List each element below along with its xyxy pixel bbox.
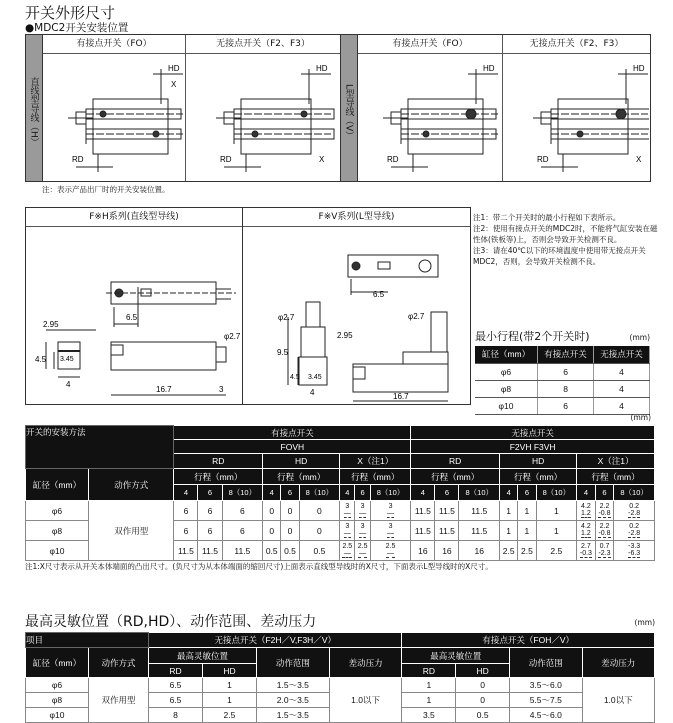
- x-straight: -3.3: [628, 543, 641, 550]
- table-cell: 1: [402, 693, 456, 708]
- table-cell: 2.5: [202, 708, 256, 723]
- x-dimension-cell: [340, 501, 355, 521]
- table-cell: 差动压力: [329, 648, 402, 678]
- table-cell: 6.5: [149, 693, 203, 708]
- x-straight: 2.2: [599, 503, 610, 510]
- table-cell: 动作范围: [256, 648, 329, 678]
- table-cell: 11.5: [174, 541, 198, 561]
- table-cell: φ6: [475, 363, 538, 380]
- table-cell: 3.5: [402, 708, 456, 723]
- table-cell: 8: [538, 380, 594, 397]
- table-cell: F2VH F3VH: [411, 440, 655, 454]
- x-dimension-cell: [614, 521, 655, 541]
- x-l-type: —: [387, 550, 395, 557]
- col-header: 无接点开关: [594, 346, 650, 363]
- table-cell: 11.5: [222, 541, 263, 561]
- x-dimension-cell: [614, 501, 655, 521]
- x-fraction: [387, 523, 394, 538]
- cylinder-drawing: [186, 54, 340, 180]
- table-cell: 8（10）: [222, 485, 263, 501]
- table-cell: 1: [518, 501, 536, 521]
- dim-label-hd: HD: [633, 64, 645, 73]
- table-cell: 1: [536, 501, 577, 521]
- table-cell: 最高灵敏位置: [402, 648, 510, 664]
- table-cell: 8: [149, 708, 203, 723]
- table-cell: 6: [198, 501, 222, 521]
- x-straight: 0.2: [629, 503, 639, 510]
- table-cell: 2.0～3.5: [256, 693, 329, 708]
- x-dimension-cell: [577, 541, 596, 561]
- table-cell: 0: [281, 521, 299, 541]
- x-dimension-cell: [577, 521, 596, 541]
- x-l-type: -0.3: [579, 550, 592, 557]
- table-cell: 差动压力: [582, 648, 655, 678]
- x-straight: 3: [345, 503, 350, 510]
- x-fraction: [581, 523, 591, 538]
- series-header: F※H系列(直线型导线): [26, 208, 242, 227]
- dim-label: 3.45: [308, 374, 322, 381]
- x-fraction: [359, 523, 366, 538]
- table-cell: 1: [202, 693, 256, 708]
- note-1: 注1：带二个开关时的最小行程如下表所示。: [473, 213, 621, 222]
- table-row: [26, 501, 655, 521]
- dim-label-rd: RD: [387, 155, 399, 164]
- table-row: [475, 363, 650, 380]
- x-straight: 3: [360, 503, 365, 510]
- mounting-position-table: [25, 425, 655, 561]
- diagram-v-fo: [358, 35, 503, 181]
- x-straight: 3: [388, 523, 393, 530]
- x-fraction: [628, 523, 640, 538]
- group-header: 有接点开关（FOH／V）: [402, 633, 655, 648]
- mount-note: 注1:X尺寸表示从开关本体端面的凸出尺寸。(负尺寸为从本体端面的缩回尺寸)上面表示直线型导线时的X尺寸，下面表示L型导线时的X尺寸。: [25, 562, 493, 571]
- table-cell: 0.5: [281, 541, 299, 561]
- unit-label: (mm): [630, 413, 651, 422]
- table-cell: 6.5: [149, 678, 203, 693]
- table-cell: 16: [411, 541, 435, 561]
- diagram-v-f23: [503, 35, 650, 181]
- table-cell: 4.5～6.0: [510, 708, 582, 723]
- x-straight: 3: [360, 523, 365, 530]
- x-straight: 3: [345, 523, 350, 530]
- x-straight: 4.2: [581, 523, 591, 530]
- dim-label: 2.95: [43, 320, 59, 329]
- table-cell: 0.5: [456, 708, 510, 723]
- diagram-h-f23: [186, 35, 341, 181]
- install-position-panel: [25, 34, 651, 182]
- dim-label: 3: [219, 385, 224, 394]
- table-row: [26, 426, 655, 440]
- table-cell: φ6: [26, 501, 89, 521]
- dim-label: 4: [66, 380, 71, 389]
- x-dimension-cell: [340, 541, 355, 561]
- table-cell: 6: [198, 521, 222, 541]
- x-straight: 3: [388, 503, 393, 510]
- table-cell: 行程（mm）: [340, 469, 411, 485]
- diagram-header: 无接点开关（F2、F3）: [503, 35, 650, 54]
- x-straight: 2.5: [342, 543, 353, 550]
- table-cell: 1: [402, 678, 456, 693]
- x-fraction: [342, 543, 352, 558]
- diagram-header: 无接点开关（F2、F3）: [186, 35, 340, 54]
- table-cell: 6: [355, 485, 370, 501]
- x-dimension-cell: [595, 501, 614, 521]
- note-3: 注3：请在40℃以下的环境温度中使用带无接点开关MDC2，否则，会导致开关检测不良。: [473, 246, 646, 266]
- dim-label-rd: RD: [72, 155, 84, 164]
- table-cell: 1: [536, 521, 577, 541]
- dim-label-hd: HD: [316, 64, 328, 73]
- x-l-type: —: [359, 510, 367, 517]
- cylinder-drawing: [43, 54, 185, 180]
- table-cell: 0: [456, 693, 510, 708]
- dim-label: 3.45: [60, 356, 74, 363]
- table-cell: 4: [594, 380, 650, 397]
- table-cell: 0: [281, 501, 299, 521]
- table-cell: 6: [595, 485, 614, 501]
- table-cell: 行程（mm）: [263, 469, 340, 485]
- table-cell: φ10: [26, 541, 89, 561]
- table-row: [475, 380, 650, 397]
- page-title: 开关外形尺寸: [25, 4, 116, 22]
- x-l-type: —: [359, 530, 367, 537]
- table-cell: 2.5: [500, 541, 518, 561]
- table-cell: 8（10）: [459, 485, 500, 501]
- table-cell: 1.5～3.5: [256, 708, 329, 723]
- table-cell: 缸径（mm）: [26, 469, 89, 501]
- table-cell: 0: [263, 501, 281, 521]
- table-cell: 行程（mm）: [411, 469, 500, 485]
- x-straight: 2.2: [599, 523, 610, 530]
- table-cell: 11.5: [411, 501, 435, 521]
- table-cell: FOVH: [174, 440, 411, 454]
- series-h: [26, 208, 243, 404]
- x-fraction: [628, 543, 640, 558]
- table-cell: 4: [411, 485, 435, 501]
- series-header: F※V系列(L型导线): [243, 208, 470, 227]
- x-fraction: [598, 503, 610, 518]
- install-note: 注：表示产品出厂时的开关安装位置。: [42, 185, 170, 194]
- table-cell: HD: [202, 664, 256, 678]
- group-header: 无接点开关: [411, 426, 655, 440]
- x-dimension-cell: [595, 521, 614, 541]
- x-dimension-cell: [355, 501, 370, 521]
- table-cell: 6: [435, 485, 459, 501]
- table-row: [26, 633, 655, 648]
- table-cell: X（注1）: [577, 454, 655, 469]
- table-cell: 2.5: [518, 541, 536, 561]
- x-fraction: [386, 543, 396, 558]
- x-straight: 2.5: [357, 543, 368, 550]
- min-stroke-table: [475, 346, 650, 415]
- table-cell: 11.5: [411, 521, 435, 541]
- table-cell: 6: [222, 501, 263, 521]
- x-l-type: -2.8: [628, 510, 641, 517]
- side-label-v: L型导线（V）: [341, 35, 358, 181]
- table-cell: 6: [174, 501, 198, 521]
- table-cell: 0: [456, 678, 510, 693]
- dim-label-x: X: [171, 80, 177, 89]
- dim-label-x: X: [319, 155, 325, 164]
- dim-label: φ2.7: [408, 312, 425, 321]
- table-cell: 4: [263, 485, 281, 501]
- x-fraction: [598, 523, 610, 538]
- table-cell: 11.5: [435, 521, 459, 541]
- sensitivity-table: [25, 632, 655, 723]
- x-fraction: [359, 503, 366, 518]
- unit-label: (mm): [629, 333, 650, 342]
- table-cell: φ8: [26, 693, 89, 708]
- table-cell: 16: [459, 541, 500, 561]
- table-cell: φ8: [26, 521, 89, 541]
- x-l-type: —: [343, 550, 351, 557]
- x-straight: 2.5: [385, 543, 396, 550]
- min-stroke-section: [475, 328, 650, 415]
- table-cell: 缸径（mm）: [26, 648, 89, 678]
- table-cell: 行程（mm）: [500, 469, 577, 485]
- table-cell: 1.0以下: [329, 678, 402, 723]
- x-straight: 4.2: [581, 503, 591, 510]
- table-cell: 动作范围: [510, 648, 582, 678]
- cylinder-drawing: [503, 54, 649, 180]
- table-cell: RD: [402, 664, 456, 678]
- x-l-type: -2.3: [598, 550, 611, 557]
- dim-label: φ2.7: [278, 313, 295, 322]
- table-cell: φ10: [26, 708, 89, 723]
- dim-label-rd: RD: [537, 155, 549, 164]
- dim-label: 9.5: [277, 348, 289, 357]
- x-fraction: [581, 503, 591, 518]
- table-row: [26, 678, 655, 693]
- dim-label: 6.5: [126, 313, 138, 322]
- table-cell: 8（10）: [614, 485, 655, 501]
- table-cell: 6: [198, 485, 222, 501]
- table-cell: 11.5: [459, 521, 500, 541]
- x-fraction: [598, 543, 610, 558]
- x-l-type: —: [343, 530, 351, 537]
- table-cell: 3.5～6.0: [510, 678, 582, 693]
- dim-label: 4.5: [290, 374, 300, 381]
- diagram-h-fo: [43, 35, 186, 181]
- dim-label-rd: RD: [220, 155, 232, 164]
- col-header: 有接点开关: [538, 346, 594, 363]
- x-l-type: —: [359, 550, 367, 557]
- table-cell: HD: [500, 454, 577, 469]
- table-cell: φ10: [475, 397, 538, 414]
- table-cell: 4: [174, 485, 198, 501]
- x-l-type: —: [387, 510, 395, 517]
- table-cell: 1: [500, 521, 518, 541]
- x-fraction: [387, 503, 394, 518]
- table-cell: 5.5～7.5: [510, 693, 582, 708]
- x-fraction: [358, 543, 368, 558]
- x-l-type: -0.8: [598, 510, 611, 517]
- table-cell: 0.5: [299, 541, 340, 561]
- table-cell: 项目: [26, 633, 149, 648]
- unit-label: (mm): [634, 618, 655, 627]
- table-cell: 8（10）: [536, 485, 577, 501]
- x-dimension-cell: [355, 521, 370, 541]
- diagram-header: 有接点开关（FO）: [358, 35, 502, 54]
- x-straight: 0.7: [599, 543, 610, 550]
- section-subtitle: ●MDC2开关安装位置: [25, 22, 129, 34]
- dim-label: 4: [310, 388, 315, 397]
- dim-label: 6.5: [373, 290, 385, 299]
- table-cell: 0: [263, 521, 281, 541]
- table-cell: 6: [538, 363, 594, 380]
- x-fraction: [344, 503, 351, 518]
- table-cell: 8（10）: [370, 485, 411, 501]
- table-cell: 1: [518, 521, 536, 541]
- table-cell: 4: [594, 397, 650, 414]
- table-cell: X（注1）: [340, 454, 411, 469]
- table-cell: 8（10）: [299, 485, 340, 501]
- group-header: 有接点开关: [174, 426, 411, 440]
- x-l-type: -0.8: [598, 530, 611, 537]
- dim-label-hd: HD: [168, 64, 180, 73]
- x-dimension-cell: [370, 541, 411, 561]
- table-cell: 4: [340, 485, 355, 501]
- table-row: [26, 648, 655, 664]
- cylinder-drawing: [358, 54, 502, 180]
- x-dimension-cell: [577, 501, 596, 521]
- table-cell: φ8: [475, 380, 538, 397]
- table-cell: 双作用型: [89, 501, 174, 561]
- table-cell: 行程（mm）: [174, 469, 263, 485]
- series-v: [243, 208, 470, 404]
- x-fraction: [628, 503, 640, 518]
- table-cell: 0: [299, 501, 340, 521]
- dim-label: 4.5: [35, 355, 47, 364]
- dim-label-x: X: [636, 155, 642, 164]
- dim-label: 16.7: [393, 392, 409, 401]
- table-cell: 4: [500, 485, 518, 501]
- table-cell: 0.5: [263, 541, 281, 561]
- note-2: 注2：使用有接点开关的MDC2时，不能将气缸安装在磁性体(铁板等)上，否则会导致开关检测不良。: [473, 224, 658, 244]
- x-fraction: [344, 523, 351, 538]
- table-cell: 2.5: [536, 541, 577, 561]
- dim-label: 2.95: [337, 331, 353, 340]
- table-cell: RD: [174, 454, 263, 469]
- table-cell: 1: [202, 678, 256, 693]
- table-cell: HD: [456, 664, 510, 678]
- sensitivity-title: 最高灵敏位置（RD,HD）、动作范围、差动压力: [25, 614, 317, 630]
- col-header: 缸径（mm）: [475, 346, 538, 363]
- dim-label: φ2.7: [224, 332, 241, 341]
- x-dimension-cell: [340, 521, 355, 541]
- series-h-drawing: [26, 227, 242, 407]
- x-l-type: —: [343, 510, 351, 517]
- table-cell: 1.0以下: [582, 678, 655, 723]
- table-row: [475, 397, 650, 414]
- table-cell: RD: [149, 664, 203, 678]
- table-cell: 11.5: [198, 541, 222, 561]
- x-fraction: [580, 543, 592, 558]
- table-cell: 6: [538, 397, 594, 414]
- table-cell: RD: [411, 454, 500, 469]
- series-v-drawing: [243, 227, 469, 407]
- table-cell: 6: [518, 485, 536, 501]
- min-stroke-title: 最小行程(带2个开关时): [475, 330, 590, 343]
- table-cell: 16: [435, 541, 459, 561]
- table-cell: 4: [577, 485, 596, 501]
- table-cell: 动作方式: [89, 469, 174, 501]
- table-cell: 6: [281, 485, 299, 501]
- x-dimension-cell: [355, 541, 370, 561]
- table-cell: 1.5～3.5: [256, 678, 329, 693]
- x-l-type: 1.2: [581, 510, 591, 517]
- table-cell: 1: [500, 501, 518, 521]
- x-l-type: 1.2: [581, 530, 591, 537]
- table-cell: 6: [174, 521, 198, 541]
- table-cell: 双作用型: [89, 678, 149, 723]
- table-cell: φ6: [26, 678, 89, 693]
- table-cell: 11.5: [459, 501, 500, 521]
- x-dimension-cell: [595, 541, 614, 561]
- notes: [473, 212, 663, 267]
- x-dimension-cell: [370, 501, 411, 521]
- x-dimension-cell: [614, 541, 655, 561]
- side-label-h: 直线型导线（H）: [26, 35, 43, 181]
- x-l-type: —: [387, 530, 395, 537]
- table-cell: 动作方式: [89, 648, 149, 678]
- x-straight: 0.2: [629, 523, 639, 530]
- table-cell: 11.5: [435, 501, 459, 521]
- x-straight: 2.7: [581, 543, 591, 550]
- group-header: 无接点开关（F2H／V,F3H／V）: [149, 633, 402, 648]
- dim-label-hd: HD: [483, 64, 495, 73]
- table-cell: 行程（mm）: [577, 469, 655, 485]
- table-row: [26, 469, 655, 485]
- table-cell: 0: [299, 521, 340, 541]
- table-cell: 最高灵敏位置: [149, 648, 257, 664]
- table-cell: 4: [594, 363, 650, 380]
- switch-dimension-panel: [25, 207, 471, 405]
- x-l-type: -2.8: [628, 530, 641, 537]
- x-dimension-cell: [370, 521, 411, 541]
- x-l-type: -6.3: [628, 550, 641, 557]
- dim-label: 16.7: [156, 385, 172, 394]
- table-cell: 开关的安装方法: [26, 426, 174, 469]
- table-cell: 6: [222, 521, 263, 541]
- diagram-header: 有接点开关（FO）: [43, 35, 185, 54]
- table-cell: HD: [263, 454, 340, 469]
